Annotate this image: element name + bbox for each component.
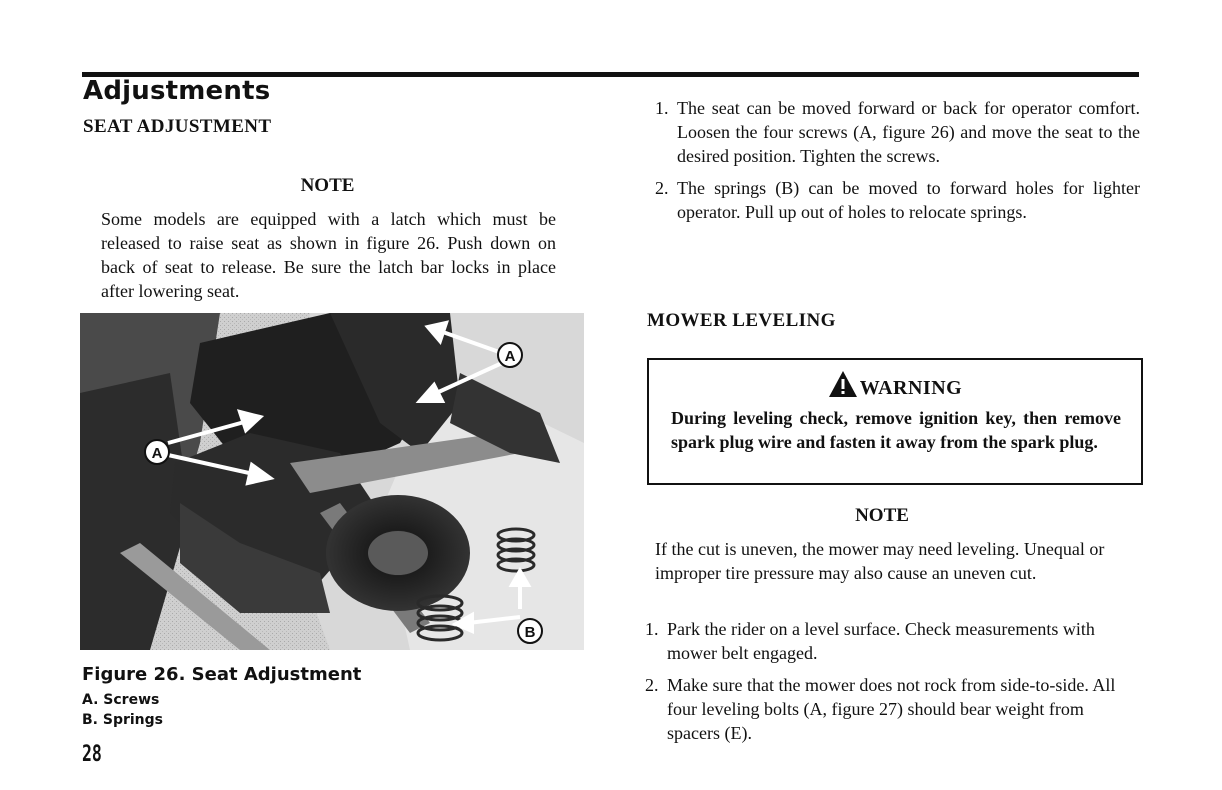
note-heading: NOTE	[300, 175, 355, 196]
warning-text: During leveling check, remove ignition key, then remove spark plug wire and fasten it away from the spark plug.	[671, 408, 1121, 452]
page-number: 28	[82, 742, 102, 767]
list-item: 1. The seat can be moved forward or back for operator comfort. Loosen the four screws (A, figure 26) and move the seat to the desired position. Tighten the screws.	[655, 98, 1140, 166]
list-item: 1. Park the rider on a level surface. Check measurements with mower belt engaged.	[645, 619, 1095, 663]
seat-adjustment-photo	[80, 313, 584, 650]
caption-item-screws: A. Screws	[82, 692, 160, 708]
figure-caption-title: Figure 26. Seat Adjustment	[82, 664, 362, 685]
callout-a-top-label: A	[504, 348, 516, 365]
warning-title: WARNING	[649, 370, 1141, 404]
leveling-steps-list	[645, 617, 1135, 753]
seat-adjustment-heading: SEAT ADJUSTMENT	[83, 116, 272, 137]
warning-triangle-icon	[828, 370, 858, 404]
callout-a-left-label: A	[151, 445, 163, 462]
mower-note-text: If the cut is uneven, the mower may need leveling. Unequal or improper tire pressure may also cause an uneven cut.	[655, 539, 1105, 583]
section-title: Adjustments	[83, 76, 271, 106]
seat-steps-list	[655, 96, 1140, 232]
mower-leveling-heading: MOWER LEVELING	[647, 310, 836, 331]
warning-box	[647, 358, 1143, 485]
caption-item-springs: B. Springs	[82, 712, 163, 728]
list-item: 2. The springs (B) can be moved to forward holes for lighter operator. Pull up out of holes to relocate springs.	[655, 178, 1140, 222]
list-item: 2. Make sure that the mower does not rock from side-to-side. All four leveling bolts (A, figure 27) should bear weight from spacers (E).	[645, 675, 1116, 743]
latch-note-text: Some models are equipped with a latch which must be released to raise seat as shown in figure 26. Push down on back of seat to release. Be sure the latch bar locks in place after lowering seat.	[101, 209, 556, 301]
mower-note-heading: NOTE	[855, 505, 909, 526]
callout-b-label: B	[524, 624, 536, 641]
